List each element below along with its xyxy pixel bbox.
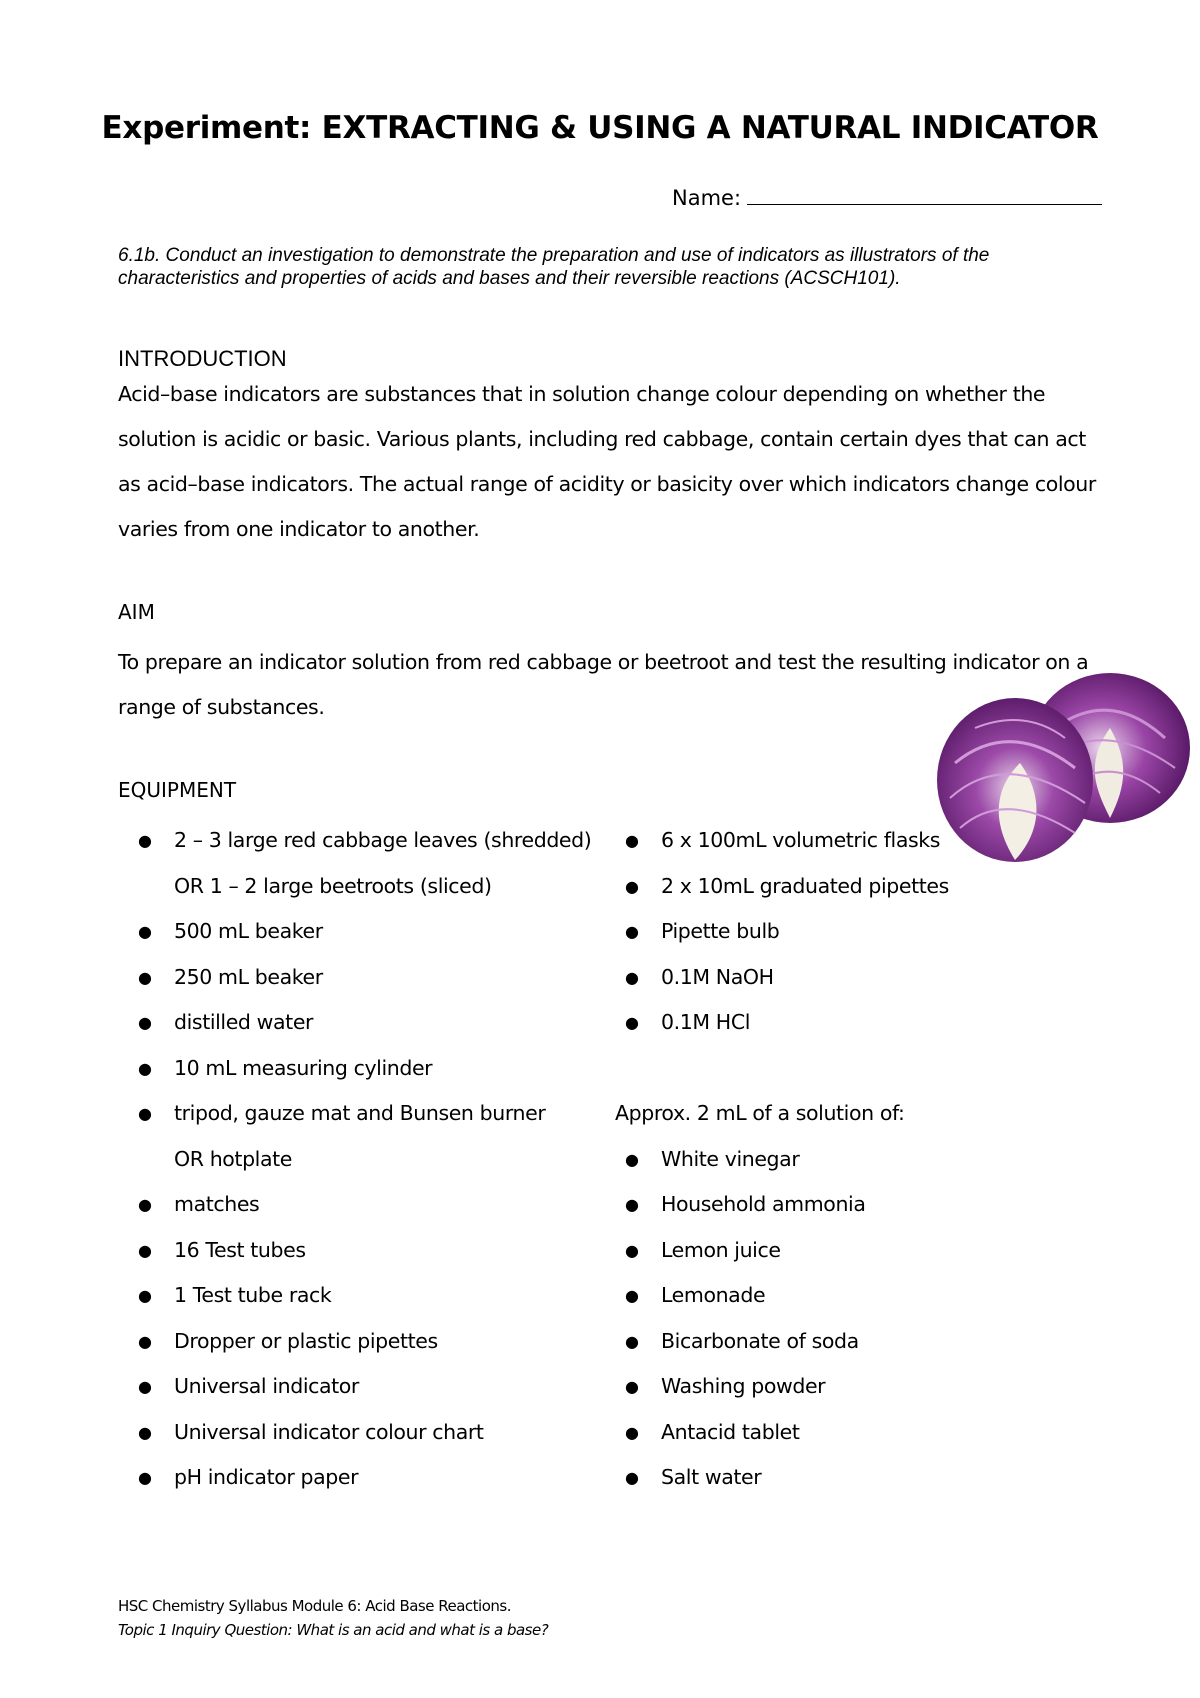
bullet-icon: ●	[138, 1377, 152, 1396]
page-footer	[118, 1594, 548, 1642]
bullet-icon: ●	[138, 1195, 152, 1214]
solutions-label: Approx. 2 mL of a solution of:	[615, 1101, 905, 1125]
list-item: ● 0.1M NaOH	[625, 955, 1005, 1001]
bullet-icon: ●	[138, 1104, 152, 1123]
introduction-heading: INTRODUCTION	[118, 346, 287, 371]
bullet-icon: ●	[138, 1013, 152, 1032]
list-item: ● 500 mL beaker	[138, 909, 628, 955]
list-item-continuation: OR hotplate	[174, 1146, 292, 1171]
list-item: ● Pipette bulb	[625, 909, 1005, 955]
footer-inquiry-question: Topic 1 Inquiry Question: What is an acid and what is a base?	[118, 1621, 549, 1639]
bullet-icon: ●	[138, 1058, 152, 1078]
bullet-icon: ●	[138, 1422, 152, 1442]
list-item: ● Lemonade	[625, 1273, 1005, 1319]
bullet-icon: ●	[138, 831, 152, 850]
equipment-list-left	[138, 818, 628, 1501]
bullet-icon: ●	[625, 1286, 639, 1305]
syllabus-outcome: 6.1b. Conduct an investigation to demonstrate the preparation and use of indicators as illustrators of the characteristics and properties of acids and bases and their reversible reactions (ACSCH101).	[118, 245, 990, 289]
list-item: ● 2 – 3 large red cabbage leaves (shredded)	[138, 818, 628, 864]
bullet-icon: ●	[625, 967, 639, 987]
list-item: ● 10 mL measuring cylinder	[138, 1046, 628, 1092]
bullet-icon: ●	[138, 1240, 152, 1260]
bullet-icon: ●	[138, 967, 152, 987]
name-field	[672, 184, 1102, 210]
list-item: ● Universal indicator	[138, 1364, 628, 1410]
list-spacer	[625, 1046, 1005, 1092]
bullet-icon: ●	[625, 1377, 639, 1396]
bullet-icon: ●	[625, 1013, 639, 1032]
list-item: ● 0.1M HCl	[625, 1000, 1005, 1046]
bullet-icon: ●	[138, 1331, 152, 1351]
name-blank-line[interactable]	[747, 184, 1102, 205]
bullet-icon: ●	[138, 1468, 152, 1487]
footer-syllabus: HSC Chemistry Syllabus Module 6: Acid Base Reactions.	[118, 1597, 511, 1615]
list-item: ● Lemon juice	[625, 1228, 1005, 1274]
bullet-icon: ●	[625, 1195, 639, 1214]
bullet-icon: ●	[625, 1149, 639, 1169]
introduction-text: Acid–base indicators are substances that in solution change colour depending on whether the solution is acidic or basic. Various plants, including red cabbage, contain certain dyes that can act as acid–base indicators. The actual range of acidity or basicity over which indicators change colour varies from one indicator to another.	[118, 382, 1096, 541]
list-item: ● Dropper or plastic pipettes	[138, 1319, 628, 1365]
list-item: ● 16 Test tubes	[138, 1228, 628, 1274]
list-item-continuation: OR 1 – 2 large beetroots (sliced)	[174, 873, 492, 898]
list-item: ● Universal indicator colour chart	[138, 1410, 628, 1456]
bullet-icon: ●	[138, 922, 152, 941]
page-title: Experiment: EXTRACTING & USING A NATURAL INDICATOR	[101, 110, 1099, 146]
list-item: ● 6 x 100mL volumetric flasks	[625, 818, 1005, 864]
list-item: ● Antacid tablet	[625, 1410, 1005, 1456]
list-item: ● Salt water	[625, 1455, 1005, 1501]
bullet-icon: ●	[625, 922, 639, 941]
name-label: Name:	[672, 186, 742, 210]
list-item: ● matches	[138, 1182, 628, 1228]
list-item: ● White vinegar	[625, 1137, 1005, 1183]
list-item: ● 1 Test tube rack	[138, 1273, 628, 1319]
list-item: ● 250 mL beaker	[138, 955, 628, 1001]
list-item: ● Household ammonia	[625, 1182, 1005, 1228]
aim-text: To prepare an indicator solution from red cabbage or beetroot and test the resulting indicator on a range of substances.	[118, 650, 1089, 719]
bullet-icon: ●	[625, 1468, 639, 1487]
list-item: ● distilled water	[138, 1000, 628, 1046]
list-item: ● Bicarbonate of soda	[625, 1319, 1005, 1365]
bullet-icon: ●	[625, 876, 639, 896]
bullet-icon: ●	[625, 831, 639, 850]
list-item: ● 2 x 10mL graduated pipettes	[625, 864, 1005, 910]
list-item: ● pH indicator paper	[138, 1455, 628, 1501]
equipment-heading: EQUIPMENT	[118, 778, 237, 802]
bullet-icon: ●	[625, 1331, 639, 1351]
equipment-list-right	[615, 818, 1005, 1501]
bullet-icon: ●	[625, 1240, 639, 1260]
bullet-icon: ●	[625, 1422, 639, 1442]
aim-heading: AIM	[118, 600, 155, 624]
list-item: ● tripod, gauze mat and Bunsen burner	[138, 1091, 628, 1137]
bullet-icon: ●	[138, 1286, 152, 1305]
list-item: ● Washing powder	[625, 1364, 1005, 1410]
